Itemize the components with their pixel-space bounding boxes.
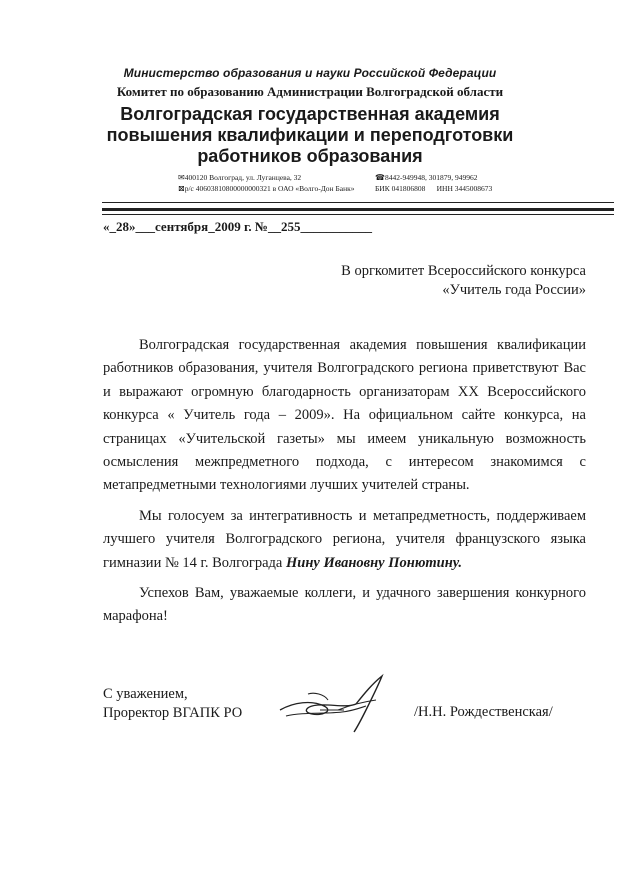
phones-text: 8442-949948, 301879, 949962 [384,173,478,182]
regards-text: С уважением, [103,686,188,702]
letter-body [103,334,586,629]
signer-position: Проректор ВГАПК РО [103,705,243,721]
contacts-left [178,172,355,194]
academy-name-line-2: повышения квалификации и переподготовки [106,125,514,145]
addressee [286,262,586,300]
contacts-right [375,172,492,194]
date-and-number: «_28»___сентября_2009 г. №__255___________ [103,219,372,234]
addressee-line-2: «Учитель года России» [442,282,586,298]
paragraph-3: Успехов Вам, уважаемые коллеги, и удачного завершения конкурного марафона! [103,585,586,625]
account-text: р/с 40603810800000000321 в ОАО «Волго-Дон Банк» [184,184,355,193]
address-text: 400120 Волгоград, ул. Луганцева, 32 [184,173,302,182]
bank-icon: ⊠ [178,184,185,193]
candidate-name: Нину Ивановну Понютину. [285,554,462,571]
header-divider-top [102,202,614,203]
header-divider-thick [102,208,614,211]
academy-name [0,104,620,167]
ministry-name: Министерство образования и науки Российской Федерации [123,66,497,80]
academy-name-line-3: работников образования [197,146,423,166]
committee-name: Комитет по образованию Администрации Волгоградской области [116,84,504,99]
header-divider-bottom [102,214,614,215]
envelope-icon: ✉ [178,173,185,182]
closing [103,685,242,723]
paragraph-2 [103,505,586,575]
bik-text: БИК 041806808 [375,184,426,193]
handwritten-signature [272,672,404,734]
paragraph-2-text: Мы голосуем за интегративность и метапредметность, поддерживаем лучшего учителя Волгоградского региона, учителя французского языка гимназии № 14 г. Волгограда [103,507,586,571]
phone-icon: ☎ [375,173,385,182]
paragraph-1: Волгоградская государственная академия повышения квалификации работников образования, учителя Волгоградского региона приветствуют Вас и выражают огромную благодарность организаторам XX Всероссийского конкурса « Учитель года – 2009». На официальном сайте конкурса, на страницах «Учительской газеты» мы имеем уникальную возможность осмысления межпредметного подхода, с интересом знакомимся с метапредметными технологиями лучших учителей страны. [103,337,586,494]
inn-text: ИНН 3445008673 [436,184,493,193]
signer-name: /Н.Н. Рождественская/ [414,704,553,720]
academy-name-line-1: Волгоградская государственная академия [120,104,500,124]
addressee-line-1: В оргкомитет Всероссийского конкурса [341,263,586,279]
